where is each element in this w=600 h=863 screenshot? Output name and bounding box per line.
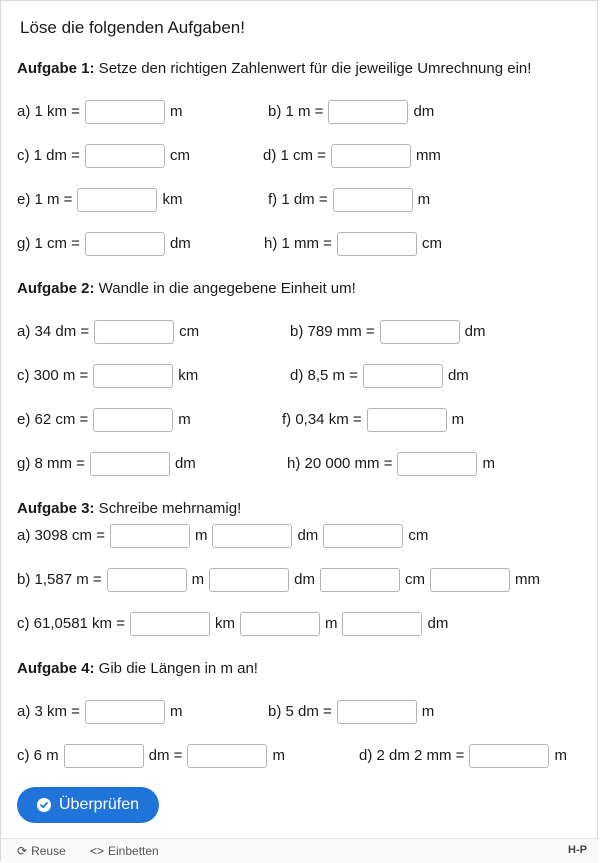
task-4-row-1: [0, 699, 600, 725]
unit-label: m: [482, 455, 495, 472]
task-3-row-b: [0, 567, 600, 593]
prompt-label: b) 789 mm =: [290, 323, 375, 340]
answer-input[interactable]: [333, 188, 413, 212]
unit-label: dm: [427, 615, 449, 632]
answer-input[interactable]: [85, 700, 165, 724]
unit-label: cm: [408, 527, 429, 544]
code-icon: <>: [90, 844, 105, 858]
reuse-icon: ⟳: [17, 844, 28, 858]
unit-label: m: [421, 703, 435, 720]
unit-label: km: [178, 367, 199, 384]
unit-label: cm: [404, 571, 425, 588]
unit-label: m: [272, 747, 285, 764]
unit-label: dm: [294, 571, 315, 588]
prompt-label: g) 8 mm =: [17, 455, 85, 472]
unit-label: mm: [415, 147, 441, 164]
prompt-label: d) 1 cm =: [263, 147, 326, 164]
answer-input[interactable]: [110, 524, 190, 548]
answer-input[interactable]: [85, 100, 165, 124]
unit-label: m: [194, 527, 208, 544]
task-3-heading: [17, 500, 241, 517]
answer-input[interactable]: [85, 144, 165, 168]
answer-input[interactable]: [85, 232, 165, 256]
prompt-label: f) 1 dm =: [268, 191, 328, 208]
answer-input[interactable]: [320, 568, 400, 592]
task-2-item-f: [282, 407, 464, 433]
answer-input[interactable]: [64, 744, 144, 768]
task-3-label: Aufgabe 3:: [17, 500, 95, 517]
reuse-button[interactable]: [17, 844, 66, 858]
task-1-row-2: [0, 143, 600, 169]
embed-button[interactable]: [90, 844, 159, 858]
unit-label: dm: [169, 235, 191, 252]
task-2-item-c: [17, 363, 198, 389]
task-2-item-b: [290, 319, 485, 345]
check-button-label: Überprüfen: [59, 796, 140, 813]
task-1-item-a: [17, 99, 182, 125]
task-1-item-e: [17, 187, 182, 213]
task-4-text: Gib die Längen in m an!: [94, 660, 258, 677]
task-1-item-b: [268, 99, 434, 125]
prompt-label: b) 1,587 m =: [17, 571, 102, 588]
task-2-item-h: [287, 451, 495, 477]
task-2-label: Aufgabe 2:: [17, 280, 95, 297]
unit-label: m: [417, 191, 431, 208]
unit-label: dm: [413, 103, 435, 120]
task-2-row-3: [0, 407, 600, 433]
answer-input[interactable]: [93, 364, 173, 388]
task-3-item-c: [17, 611, 448, 637]
answer-input[interactable]: [130, 612, 210, 636]
task-1-row-4: [0, 231, 600, 257]
task-2-item-d: [290, 363, 469, 389]
task-2-text: Wandle in die angegebene Einheit um!: [94, 280, 356, 297]
answer-input[interactable]: [363, 364, 443, 388]
task-2-item-g: [17, 451, 196, 477]
unit-label: dm: [174, 455, 196, 472]
unit-label: dm: [464, 323, 486, 340]
task-2-item-a: [17, 319, 199, 345]
embed-label: Einbetten: [108, 844, 159, 858]
answer-input[interactable]: [367, 408, 447, 432]
answer-input[interactable]: [90, 452, 170, 476]
task-1-item-f: [268, 187, 430, 213]
prompt-label: e) 62 cm =: [17, 411, 89, 428]
prompt-label: a) 3098 cm =: [17, 527, 105, 544]
task-1-item-g: [17, 231, 191, 257]
task-1-item-h: [264, 231, 442, 257]
h5p-logo[interactable]: H-P: [568, 844, 587, 856]
unit-label: m: [451, 411, 465, 428]
answer-input[interactable]: [107, 568, 187, 592]
task-1-row-3: [0, 187, 600, 213]
task-1-item-c: [17, 143, 190, 169]
task-3-row-a: [0, 523, 600, 549]
task-4-item-a: [17, 699, 182, 725]
unit-label: mm: [514, 571, 540, 588]
unit-label: dm: [297, 527, 319, 544]
unit-label: m: [169, 103, 183, 120]
unit-label: cm: [169, 147, 190, 164]
task-4-item-b: [268, 699, 434, 725]
answer-input[interactable]: [337, 232, 417, 256]
unit-label: m: [554, 747, 567, 764]
prompt-label: h) 1 mm =: [264, 235, 332, 252]
task-4-item-c: [17, 743, 285, 769]
prompt-label: f) 0,34 km =: [282, 411, 362, 428]
task-1-heading: [17, 60, 531, 77]
task-1-text: Setze den richtigen Zahlenwert für die jeweilige Umrechnung ein!: [94, 60, 532, 77]
prompt-label: b) 5 dm =: [268, 703, 332, 720]
prompt-label: a) 3 km =: [17, 703, 80, 720]
unit-label: m: [178, 411, 191, 428]
unit-label: cm: [179, 323, 200, 340]
prompt-label: g) 1 cm =: [17, 235, 80, 252]
answer-input[interactable]: [342, 612, 422, 636]
unit-label: cm: [421, 235, 442, 252]
answer-input[interactable]: [323, 524, 403, 548]
prompt-label: c) 300 m =: [17, 367, 89, 384]
task-4-label: Aufgabe 4:: [17, 660, 95, 677]
answer-input[interactable]: [337, 700, 417, 724]
prompt-label: d) 8,5 m =: [290, 367, 358, 384]
task-1-label: Aufgabe 1:: [17, 60, 95, 77]
unit-label: m: [191, 571, 205, 588]
prompt-label: b) 1 m =: [268, 103, 324, 120]
answer-input[interactable]: [187, 744, 267, 768]
task-1-row-1: [0, 99, 600, 125]
answer-input[interactable]: [77, 188, 157, 212]
prompt-label: e) 1 m =: [17, 191, 73, 208]
reuse-label: Reuse: [31, 844, 66, 858]
task-2-row-1: [0, 319, 600, 345]
task-2-row-4: [0, 451, 600, 477]
prompt-label: a) 34 dm =: [17, 323, 90, 340]
task-1-item-d: [263, 143, 441, 169]
answer-input[interactable]: [240, 612, 320, 636]
unit-label: dm =: [148, 747, 183, 764]
answer-input[interactable]: [430, 568, 510, 592]
task-2-heading: [17, 280, 356, 297]
answer-input[interactable]: [212, 524, 292, 548]
answer-input[interactable]: [328, 100, 408, 124]
intro-text: Löse die folgenden Aufgaben!: [20, 18, 245, 37]
check-button[interactable]: [17, 787, 159, 823]
prompt-label: d) 2 dm 2 mm =: [359, 747, 465, 764]
task-3-item-b: [17, 567, 540, 593]
footer-bar: [1, 838, 599, 863]
task-3-row-c: [0, 611, 600, 637]
prompt-label: a) 1 km =: [17, 103, 80, 120]
task-4-item-d: [359, 743, 567, 769]
task-2-item-e: [17, 407, 191, 433]
unit-label: km: [214, 615, 235, 632]
unit-label: dm: [447, 367, 469, 384]
task-3-text: Schreibe mehrnamig!: [94, 500, 242, 517]
answer-input[interactable]: [94, 320, 174, 344]
prompt-label: h) 20 000 mm =: [287, 455, 393, 472]
prompt-label: c) 1 dm =: [17, 147, 80, 164]
answer-input[interactable]: [397, 452, 477, 476]
answer-input[interactable]: [469, 744, 549, 768]
answer-input[interactable]: [331, 144, 411, 168]
unit-label: km: [162, 191, 183, 208]
prompt-label: c) 61,0581 km =: [17, 615, 125, 632]
task-3-item-a: [17, 523, 428, 549]
unit-label: m: [169, 703, 183, 720]
answer-input[interactable]: [209, 568, 289, 592]
task-2-row-2: [0, 363, 600, 389]
task-4-heading: [17, 660, 258, 677]
unit-label: m: [324, 615, 338, 632]
answer-input[interactable]: [93, 408, 173, 432]
answer-input[interactable]: [380, 320, 460, 344]
prompt-label: c) 6 m: [17, 747, 59, 764]
task-4-row-2: [0, 743, 600, 769]
check-circle-icon: [37, 798, 51, 812]
